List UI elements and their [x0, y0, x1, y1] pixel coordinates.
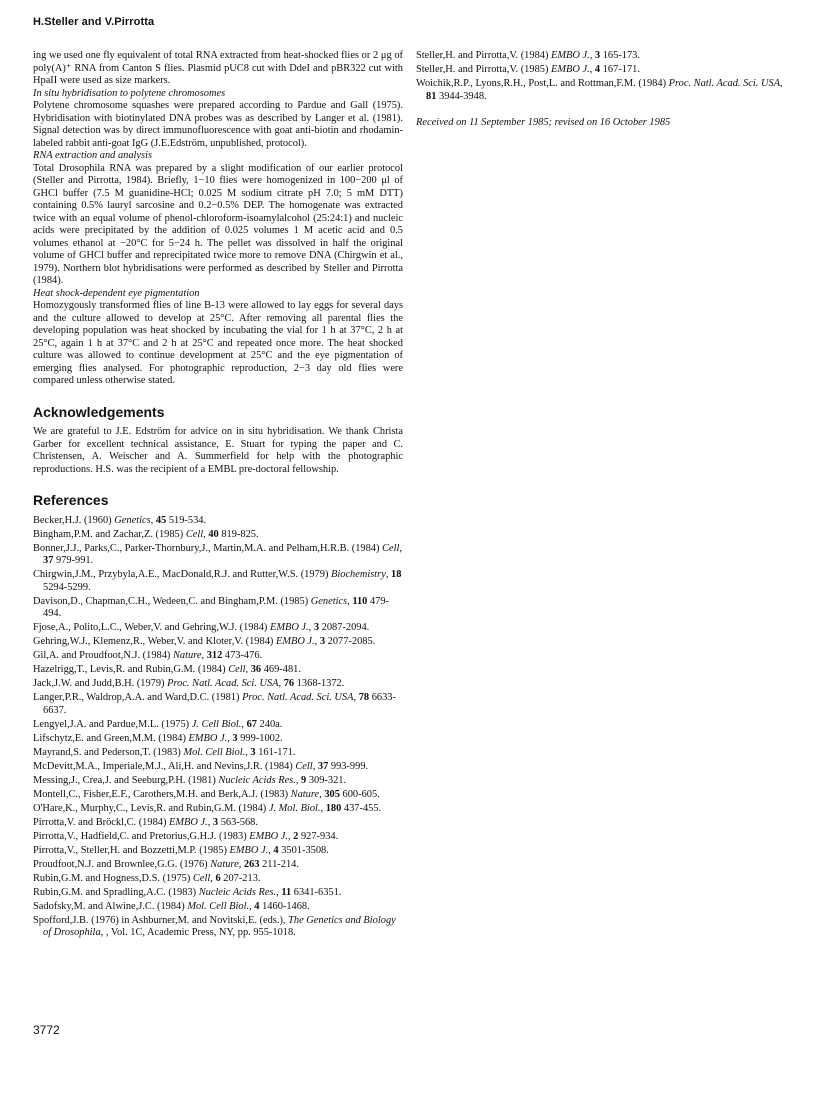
ref-volume: 36: [250, 664, 262, 675]
ref-pages: 165-173.: [602, 50, 640, 61]
left-column: [33, 50, 403, 941]
ref-authors: Montell,C., Fisher,E.F., Carothers,M.H. and Berk,A.J. (1983): [33, 788, 289, 800]
reference-item: Hazelrigg,T., Levis,R. and Rubin,G.M. (1984) Cell, 36 469-481.: [33, 664, 301, 675]
reference-list-continued: [416, 50, 786, 103]
reference-item: Rubin,G.M. and Spradling,A.C. (1983) Nucleic Acids Res., 11 6341-6351.: [33, 886, 342, 898]
reference-item: Proudfoot,N.J. and Brownlee,G.G. (1976) Nature, 263 211-214.: [33, 858, 299, 870]
subsection-text-rna: Total Drosophila RNA was prepared by a slight modification of our earlier protocol (Steller and Pirrotta, 1984). Briefly, 1−10 flies were homogenized in 100−200 μl of GHCl buffer (7.5 M guanidine-HCl; 0.025 M sodium citrate pH 7.0; 5 mM DTT) containing 0.5% lauryl sarcosine and 0.2−0.5% DEP. The homogenate was extracted twice with an equal volume of phenol-chloroform-isoamylalcohol (25:24:1) and nucleic acids were precipitated by the addition of 0.025 volumes 1 M acetic acid and 0.5 volumes ethanol at −20°C for 5−24 h. The pellet was dissolved in half the original volume of GHCl buffer and reprecipitated twice more to remove DNA (Chirgwin et al., 1979). Northern blot hybridisations were performed as described by Steller and Pirrotta (1984).: [33, 162, 403, 286]
ref-journal: EMBO J.: [269, 622, 309, 633]
running-head: H.Steller and V.Pirrotta: [33, 16, 155, 28]
ref-pages: 563-568.: [220, 816, 258, 828]
reference-item: Pirrotta,V., Steller,H. and Bozzetti,M.P. (1985) EMBO J., 4 3501-3508.: [33, 844, 329, 856]
ref-authors: Hazelrigg,T., Levis,R. and Rubin,G.M. (1984): [33, 664, 226, 675]
reference-item: Lifschytz,E. and Green,M.M. (1984) EMBO J., 3 999-1002.: [33, 732, 283, 744]
ref-authors: Sadofsky,M. and Alwine,J.C. (1984): [33, 900, 185, 912]
ref-journal: Nature: [210, 858, 239, 870]
ref-authors: Langer,P.R., Waldrop,A.A. and Ward,D.C. (1981): [33, 692, 240, 703]
ref-volume: 3: [319, 636, 326, 647]
ref-journal: EMBO J.: [188, 732, 228, 744]
ref-journal: Mol. Cell Biol.: [183, 746, 246, 758]
ref-journal: Cell: [382, 542, 400, 554]
reference-item: Langer,P.R., Waldrop,A.A. and Ward,D.C. (1981) Proc. Natl. Acad. Sci. USA, 78 6633-6637.: [33, 692, 396, 716]
ref-volume: 81: [426, 90, 437, 102]
ref-pages: 161-171.: [258, 746, 296, 758]
reference-item: Gil,A. and Proudfoot,N.J. (1984) Nature, 312 473-476.: [33, 650, 263, 661]
ref-journal: Nature: [290, 788, 320, 800]
ref-pages: 519-534.: [168, 514, 207, 526]
acknowledgements-text: We are grateful to J.E. Edström for advice on in situ hybridisation. We thank Christa Garber for excellent technical assistance, E. Stuart for typing the paper and C. Christensen, A. Weischer and A. Summerfield for help with the photographic reproductions. H.S. was the recipient of a EMBL pre-doctoral fellowship.: [33, 426, 403, 475]
ref-volume: 18: [391, 569, 402, 580]
reference-item: Steller,H. and Pirrotta,V. (1985) EMBO J., 4 167-171.: [416, 64, 640, 75]
ref-pages: 1368-1372.: [296, 678, 345, 689]
ref-pages: 993-999.: [330, 760, 369, 772]
intro-paragraph: ing we used one fly equivalent of total RNA extracted from heat-shocked flies or 2 μg of poly(A)⁺ RNA from Canton S flies. Plasmid pUC8 cut with DdeI and pBR322 cut with HpaII were used as size markers.: [33, 50, 403, 86]
ref-volume: 78: [358, 692, 370, 703]
references-heading: References: [33, 492, 109, 508]
ref-pages: 479-494.: [43, 595, 390, 619]
reference-list: [33, 515, 403, 940]
ref-volume: 37: [317, 760, 329, 772]
ref-pages: 819-825.: [221, 528, 259, 540]
ref-pages: 211-214.: [262, 858, 299, 870]
reference-item: Becker,H.J. (1960) Genetics, 45 519-534.: [33, 514, 207, 526]
ref-pages: 600-605.: [342, 788, 380, 800]
right-column: [416, 50, 786, 140]
reference-item: Rubin,G.M. and Hogness,D.S. (1975) Cell, 6 207-213.: [33, 872, 261, 884]
ref-authors: Messing,J., Crea,J. and Seeburg,P.H. (1981): [33, 774, 216, 786]
ref-authors: Lifschytz,E. and Green,M.M. (1984): [33, 732, 186, 744]
ref-pages: 240a.: [259, 718, 283, 730]
ref-authors: Pirrotta,V. and Bröckl,C. (1984): [33, 816, 167, 828]
ref-authors: Spofford,J.B. (1976) in Ashburner,M. and Novitski,E. (eds.),: [33, 914, 286, 926]
ref-volume: 37: [43, 555, 54, 566]
ref-pages: 2087-2094.: [321, 622, 370, 633]
ref-volume: 11: [281, 886, 292, 898]
ref-authors: Fjose,A., Polito,L.C., Weber,V. and Gehring,W.J. (1984): [33, 622, 268, 633]
ref-volume: 3: [232, 732, 238, 744]
ref-authors: Proudfoot,N.J. and Brownlee,G.G. (1976): [33, 858, 208, 870]
ref-pages: 6633-6637.: [43, 692, 396, 716]
ref-authors: Gehring,W.J., Klemenz,R., Weber,V. and Kloter,V. (1984): [33, 636, 274, 647]
subsection-title-heat-shock: Heat shock-dependent eye pigmentation: [33, 287, 200, 299]
ref-pages: 927-934.: [300, 830, 339, 842]
reference-item: Mayrand,S. and Pederson,T. (1983) Mol. Cell Biol., 3 161-171.: [33, 746, 296, 758]
ref-journal: Cell: [228, 664, 246, 675]
ref-journal: Cell: [185, 528, 204, 540]
ref-pages: 309-321.: [308, 774, 347, 786]
reference-item: Montell,C., Fisher,E.F., Carothers,M.H. and Berk,A.J. (1983) Nature, 305 600-605.: [33, 788, 380, 800]
subsection-title-in-situ: In situ hybridisation to polytene chromosomes: [33, 87, 226, 99]
ref-journal: Proc. Natl. Acad. Sci. USA: [242, 692, 354, 703]
reference-item: Messing,J., Crea,J. and Seeburg,P.H. (1981) Nucleic Acids Res., 9 309-321.: [33, 774, 347, 786]
ref-pages: 167-171.: [602, 64, 640, 75]
ref-volume: 6: [215, 872, 221, 884]
ref-volume: 2: [293, 830, 299, 842]
subsection-text-heat-shock: Homozygously transformed flies of line B-13 were allowed to lay eggs for several days and the culture allowed to develop at 25°C. After removing all parental flies the developing population was heat shocked by incubating the vial for 1 h at 37°C, 2 h at 25°C, again 1 h at 37°C and 2 h at 25°C and repeated once more. The heat shocked culture was allowed to continue development at 25°C and the eye pigmentation of emerging flies analysed. For photographic reproduction, 2−3 day old flies were compared unless otherwise stated.: [33, 300, 403, 386]
reference-item: Pirrotta,V. and Bröckl,C. (1984) EMBO J., 3 563-568.: [33, 816, 258, 828]
ref-journal: Nature: [173, 650, 202, 661]
ref-volume: 3: [212, 816, 219, 828]
reference-item: Fjose,A., Polito,L.C., Weber,V. and Gehring,W.J. (1984) EMBO J., 3 2087-2094.: [33, 622, 370, 633]
ref-journal: The Genetics and Biology of Drosophila: [43, 914, 396, 938]
ref-journal: Proc. Natl. Acad. Sci. USA: [668, 78, 781, 89]
reference-item: Bonner,J.J., Parks,C., Parker-Thornbury,J., Martin,M.A. and Pelham,H.R.B. (1984) Cell, 37 979-991.: [33, 542, 403, 566]
ref-authors: Lengyel,J.A. and Pardue,M.L. (1975): [33, 718, 190, 730]
ref-journal: EMBO J.: [551, 64, 590, 75]
ref-authors: Woichik,R.P., Lyons,R.H., Post,L. and Rottman,F.M. (1984): [416, 78, 667, 89]
ref-pages: 999-1002.: [240, 732, 283, 744]
reference-item: Davison,D., Chapman,C.H., Wedeen,C. and Bingham,P.M. (1985) Genetics, 110 479-494.: [33, 595, 390, 619]
ref-pages: 1460-1468.: [262, 900, 310, 912]
reference-item: Woichik,R.P., Lyons,R.H., Post,L. and Rottman,F.M. (1984) Proc. Natl. Acad. Sci. USA, 81 3944-3948.: [416, 78, 783, 102]
ref-journal: Cell: [192, 872, 211, 884]
ref-authors: Jack,J.W. and Judd,B.H. (1979): [33, 678, 165, 689]
reference-item: Sadofsky,M. and Alwine,J.C. (1984) Mol. Cell Biol., 4 1460-1468.: [33, 900, 310, 912]
ref-journal: Cell: [295, 760, 313, 772]
reference-item: McDevitt,M.A., Imperiale,M.J., Ali,H. and Nevins,J.R. (1984) Cell, 37 993-999.: [33, 760, 369, 772]
ref-volume: 3: [594, 50, 601, 61]
received-dates: Received on 11 September 1985; revised on 16 October 1985: [416, 117, 671, 128]
reference-item: Lengyel,J.A. and Pardue,M.L. (1975) J. Cell Biol., 67 240a.: [33, 718, 283, 730]
ref-journal: Nucleic Acids Res.: [198, 886, 277, 898]
ref-volume: 40: [208, 528, 219, 540]
ref-volume: 312: [206, 650, 223, 661]
ref-volume: 263: [243, 858, 260, 870]
ref-pages: 469-481.: [263, 664, 301, 675]
ref-volume: 4: [594, 64, 601, 75]
ref-journal: Biochemistry: [331, 569, 386, 580]
ref-volume: 9: [301, 774, 307, 786]
reference-item: O'Hare,K., Murphy,C., Levis,R. and Rubin,G.M. (1984) J. Mol. Biol., 180 437-455.: [33, 802, 382, 814]
ref-authors: Gil,A. and Proudfoot,N.J. (1984): [33, 650, 171, 661]
ref-volume: 3: [313, 622, 320, 633]
ref-journal: J. Cell Biol.: [191, 718, 242, 730]
ref-volume: 110: [352, 595, 368, 607]
ref-authors: Bonner,J.J., Parks,C., Parker-Thornbury,J., Martin,M.A. and Pelham,H.R.B. (1984): [33, 542, 380, 554]
ref-volume: 4: [273, 844, 279, 856]
ref-pages: 979-991.: [56, 555, 94, 566]
ref-pages: 473-476.: [224, 650, 263, 661]
ref-journal: Proc. Natl. Acad. Sci. USA: [167, 678, 279, 689]
ref-journal: EMBO J.: [169, 816, 208, 828]
ref-volume: 3: [250, 746, 256, 758]
ref-journal: EMBO J.: [229, 844, 269, 856]
ref-authors: Steller,H. and Pirrotta,V. (1985): [416, 64, 549, 75]
subsection-text-in-situ: Polytene chromosome squashes were prepared according to Pardue and Gall (1975). Hybridisation with biotinylated DNA probes was as described by Langer et al. (1981). Signal detection was by direct immunofluorescence with goat anti-biotin and rhodamin-labeled rabbit anti-goat IgG (J.E.Edström, unpublished, protocol).: [33, 100, 403, 149]
acknowledgements-heading: Acknowledgements: [33, 403, 165, 420]
ref-pages: 2077-2085.: [327, 636, 376, 647]
ref-pages: 3944-3948.: [439, 90, 487, 102]
ref-volume: 180: [325, 802, 342, 814]
ref-pages: 207-213.: [223, 872, 261, 884]
ref-volume: 4: [254, 900, 260, 912]
ref-volume: 45: [155, 514, 167, 526]
ref-journal: Nucleic Acids Res.: [218, 774, 296, 786]
ref-journal: Genetics: [310, 595, 348, 607]
ref-authors: Davison,D., Chapman,C.H., Wedeen,C. and Bingham,P.M. (1985): [33, 595, 309, 607]
ref-authors: McDevitt,M.A., Imperiale,M.J., Ali,H. and Nevins,J.R. (1984): [33, 760, 293, 772]
ref-journal: EMBO J.: [249, 830, 288, 842]
ref-volume: 305: [324, 788, 340, 800]
ref-authors: Bingham,P.M. and Zachar,Z. (1985): [33, 528, 184, 540]
reference-item: Chirgwin,J.M., Przybyla,A.E., MacDonald,R.J. and Rutter,W.S. (1979) Biochemistry, 18 5294-5299.: [33, 569, 402, 593]
ref-volume: 67: [246, 718, 257, 730]
ref-journal: J. Mol. Biol.: [268, 802, 321, 814]
ref-authors: Rubin,G.M. and Hogness,D.S. (1975): [33, 872, 191, 884]
ref-authors: Pirrotta,V., Steller,H. and Bozzetti,M.P. (1985): [33, 844, 227, 856]
ref-pages: 6341-6351.: [293, 886, 342, 898]
ref-authors: O'Hare,K., Murphy,C., Levis,R. and Rubin,G.M. (1984): [33, 802, 267, 814]
ref-authors: Becker,H.J. (1960): [33, 514, 112, 526]
ref-authors: Rubin,G.M. and Spradling,A.C. (1983): [33, 886, 197, 898]
ref-journal: EMBO J.: [275, 636, 315, 647]
subsection-title-rna: RNA extraction and analysis: [33, 150, 152, 161]
ref-pages: , Vol. 1C, Academic Press, NY, pp. 955-1018.: [105, 927, 296, 938]
page-number: 3772: [33, 1023, 60, 1037]
reference-item: Steller,H. and Pirrotta,V. (1984) EMBO J., 3 165-173.: [416, 50, 640, 61]
reference-item: Gehring,W.J., Klemenz,R., Weber,V. and Kloter,V. (1984) EMBO J., 3 2077-2085.: [33, 636, 376, 647]
reference-item: Spofford,J.B. (1976) in Ashburner,M. and Novitski,E. (eds.), The Genetics and Biology of Drosophila, , Vol. 1C, Academic Press, NY, pp. 955-1018.: [33, 914, 396, 938]
ref-authors: Pirrotta,V., Hadfield,C. and Pretorius,G.H.J. (1983): [33, 830, 247, 842]
ref-journal: EMBO J.: [551, 50, 590, 61]
ref-pages: 5294-5299.: [43, 581, 91, 593]
ref-authors: Chirgwin,J.M., Przybyla,A.E., MacDonald,R.J. and Rutter,W.S. (1979): [33, 569, 329, 580]
ref-authors: Steller,H. and Pirrotta,V. (1984): [416, 50, 549, 61]
reference-item: Bingham,P.M. and Zachar,Z. (1985) Cell, 40 819-825.: [33, 528, 259, 540]
ref-authors: Mayrand,S. and Pederson,T. (1983): [33, 746, 181, 758]
ref-pages: 437-455.: [343, 802, 382, 814]
reference-item: Pirrotta,V., Hadfield,C. and Pretorius,G.H.J. (1983) EMBO J., 2 927-934.: [33, 830, 339, 842]
reference-item: Jack,J.W. and Judd,B.H. (1979) Proc. Natl. Acad. Sci. USA, 76 1368-1372.: [33, 678, 345, 689]
ref-journal: Genetics: [114, 514, 151, 526]
ref-pages: 3501-3508.: [281, 844, 329, 856]
ref-journal: Mol. Cell Biol.: [187, 900, 250, 912]
ref-volume: 76: [283, 678, 295, 689]
